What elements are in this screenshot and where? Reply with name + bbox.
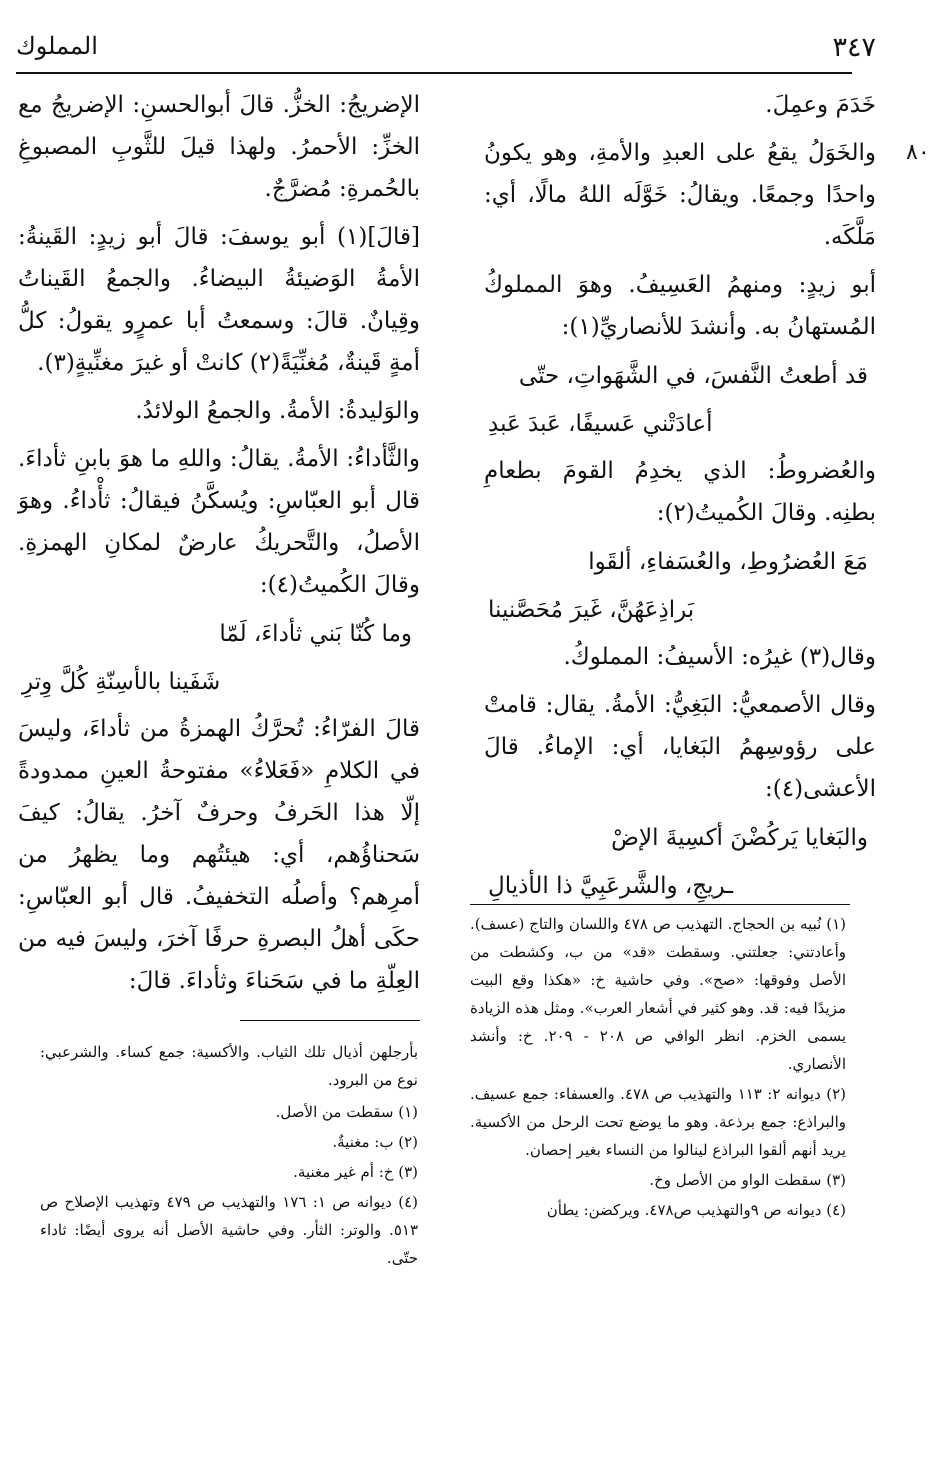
margin-line-marker: ٨٠ xyxy=(906,140,930,165)
verse-second-hemistich: شَفَينا بالأسِنّةِ كُلَّ وِترِ xyxy=(22,669,221,695)
footnote-text: سقطت الواو من الأصل وخ. xyxy=(649,1171,822,1189)
footnote xyxy=(40,1158,418,1186)
footnote-text: ديوانه ص ١: ١٧٦ والتهذيب ص ٤٧٩ وتهذيب الإصلاح ص ٥١٣. والوتر: الثأر. وفي حاشية الأصل أنه يروى أيضًا: ثاداء حتّى. xyxy=(40,1193,418,1267)
left-text-column xyxy=(18,84,420,1008)
paragraph: وقال الأصمعيُّ: البَغِيُّ: الأمةُ. يقال: قامتْ على رؤوسِهمُ البَغايا، أي: الإماءُ. قالَ الأعشى(٤): xyxy=(484,692,876,802)
footnote-number: (٤) xyxy=(826,1201,846,1219)
verse-second-hemistich: أعادَتْني عَسيفًا، عَبدَ عَبدِ xyxy=(488,411,713,437)
footnote-rule-left xyxy=(240,1020,420,1021)
paragraph: والخَوَلُ يقعُ على العبدِ والأمةِ، وهو يكونُ واحدًا وجمعًا. ويقالُ: خَوَّلَه اللهُ مالًا، أي: مَلَّكَه. xyxy=(484,140,876,250)
footnote xyxy=(470,1166,846,1194)
footnote-continuation: بأرجلهن أذيال تلك الثياب. والأكسية: جمع كساء. والشرعبي: نوع من البرود. xyxy=(40,1043,418,1089)
footnotes-left xyxy=(40,1038,418,1274)
verse-second-hemistich: بَراذِعَهُنَّ، غَيرَ مُحَصَّنينا xyxy=(488,597,695,623)
paragraph: والثَّأداءُ: الأمةُ. يقالُ: واللهِ ما هوَ بابنِ ثأداءَ. قال أبو العبّاسِ: ويُسكَّنُ فيقالُ: ثأْداءُ. وهوَ الأصلُ، والتَّحريكُ عارضٌ لمكانِ الهمزةِ. وقالَ الكُميتُ(٤): xyxy=(18,446,420,598)
verse-first-hemistich: مَعَ العُضرُوطِ، والعُسَفاءِ، ألقَوا xyxy=(588,549,868,575)
paragraph: والعُضروطُ: الذي يخدِمُ القومَ بطعامِ بطنِه. وقالَ الكُميتُ(٢): xyxy=(484,458,876,526)
footnote-text: ديوانه ص ٩والتهذيب ص٤٧٨. ويركضن: يطأن xyxy=(546,1201,822,1219)
paragraph: خَدَمَ وعمِلَ. xyxy=(765,92,876,118)
footnotes-right xyxy=(470,910,846,1226)
footnote-number: (٢) xyxy=(398,1133,418,1151)
footnote xyxy=(40,1098,418,1126)
running-title: المملوك xyxy=(16,32,98,60)
footnote-number: (٤) xyxy=(398,1193,418,1211)
footnote-number: (١) xyxy=(826,915,846,933)
footnote-rule-right xyxy=(470,904,850,905)
verse-first-hemistich: وما كُنّا بَني ثأداءَ، لَمّا xyxy=(219,621,412,647)
paragraph: قالَ الفرّاءُ: تُحرَّكُ الهمزةُ من ثأداءَ، وليسَ في الكلامِ «فَعَلاءُ» مفتوحةُ العينِ ممدودةً إلّا هذا الحَرفُ وحرفٌ آخرُ. يقالُ: كيفَ سَحناؤُهم، أي: هيئتُهم وما يظهرُ من أمرِهم؟ وأصلُه التخفيفُ. قال أبو العبّاسِ: حكَى أهلُ البصرةِ حرفًا آخرَ، وليسَ فيه من العِلّةِ ما في سَحَناءَ وثأداءَ. قالَ: xyxy=(18,716,420,994)
verse-second-hemistich: ـريجِ، والشَّرعَبِيَّ ذا الأذيالِ xyxy=(488,873,733,899)
footnote-number: (٢) xyxy=(826,1085,846,1103)
footnote-number: (٣) xyxy=(398,1163,418,1181)
footnote-number: (١) xyxy=(398,1103,418,1121)
footnote xyxy=(470,910,846,1078)
right-text-column xyxy=(484,84,876,912)
footnote xyxy=(40,1188,418,1272)
footnote xyxy=(40,1128,418,1156)
footnote xyxy=(470,1080,846,1164)
paragraph: أبو زيدٍ: ومنهمُ العَسِيفُ. وهوَ المملوكُ المُستهانُ به. وأنشدَ للأنصاريِّ(١): xyxy=(484,272,876,340)
paragraph: الإضريجُ: الخزُّ. قالَ أبوالحسنِ: الإضريجُ مع الخزِّ: الأحمرُ. ولهذا قيلَ للثَّوبِ المصبوغِ بالحُمرةِ: مُضرَّجٌ. xyxy=(18,92,420,202)
paragraph: [قالَ](١) أبو يوسفَ: قالَ أبو زيدٍ: القَينةُ: الأمةُ الوَضيئةُ البيضاءُ. والجمعُ القَيناتُ وقِيانٌ. قالَ: وسمعتُ أبا عمرٍو يقولُ: كلُّ أمةٍ قَينةٌ، مُغنِّيَةً(٢) كانتْ أو غيرَ مغنِّيةٍ(٣). xyxy=(18,224,420,376)
verse-first-hemistich: قد أطعتُ النَّفسَ، في الشَّهَواتِ، حتّى xyxy=(518,363,868,389)
footnote xyxy=(470,1196,846,1224)
paragraph: والوَليدةُ: الأمةُ. والجمعُ الولائدُ. xyxy=(135,398,420,424)
paragraph: وقال(٣) غيرُه: الأسيفُ: المملوكُ. xyxy=(563,644,876,670)
footnote-text: ديوانه ٢: ١١٣ والتهذيب ص ٤٧٨. والعسفاء: جمع عسيف. والبراذع: جمع برذعة. وهو ما يوضع تحت الرحل من الأكسية. يريد أنهم ألقوا البراذع لينالوا من النساء بغير إحصان. xyxy=(470,1085,846,1159)
footnote-text: ب: مغنيةٌ. xyxy=(332,1133,394,1151)
page-number: ٣٤٧ xyxy=(832,32,876,63)
verse-first-hemistich: والبَغايا يَركُضْنَ أكسِيةَ الإضْ xyxy=(611,825,868,851)
footnote-text: نُبيه بن الحجاج. التهذيب ص ٤٧٨ واللسان والتاج (عسف). وأعادتني: جعلتني. وسقطت «قد» من ب، وكشطت من الأصل وفوقها: «صح». وفي حاشية خ: «هكذا وقع البيت مزيدًا فيه: قد. وهو كثير في أشعار العرب». ومثل هذه الزيادة يسمى الخزم. انظر الوافي ص ٢٠٨ - ٢٠٩. خ: وأنشد الأنصاري. xyxy=(470,915,846,1073)
footnote-text: سقطت من الأصل. xyxy=(275,1103,394,1121)
footnote-text: خ: أم غير مغنية. xyxy=(293,1163,394,1181)
footnote-number: (٣) xyxy=(826,1171,846,1189)
header-rule xyxy=(16,72,852,74)
